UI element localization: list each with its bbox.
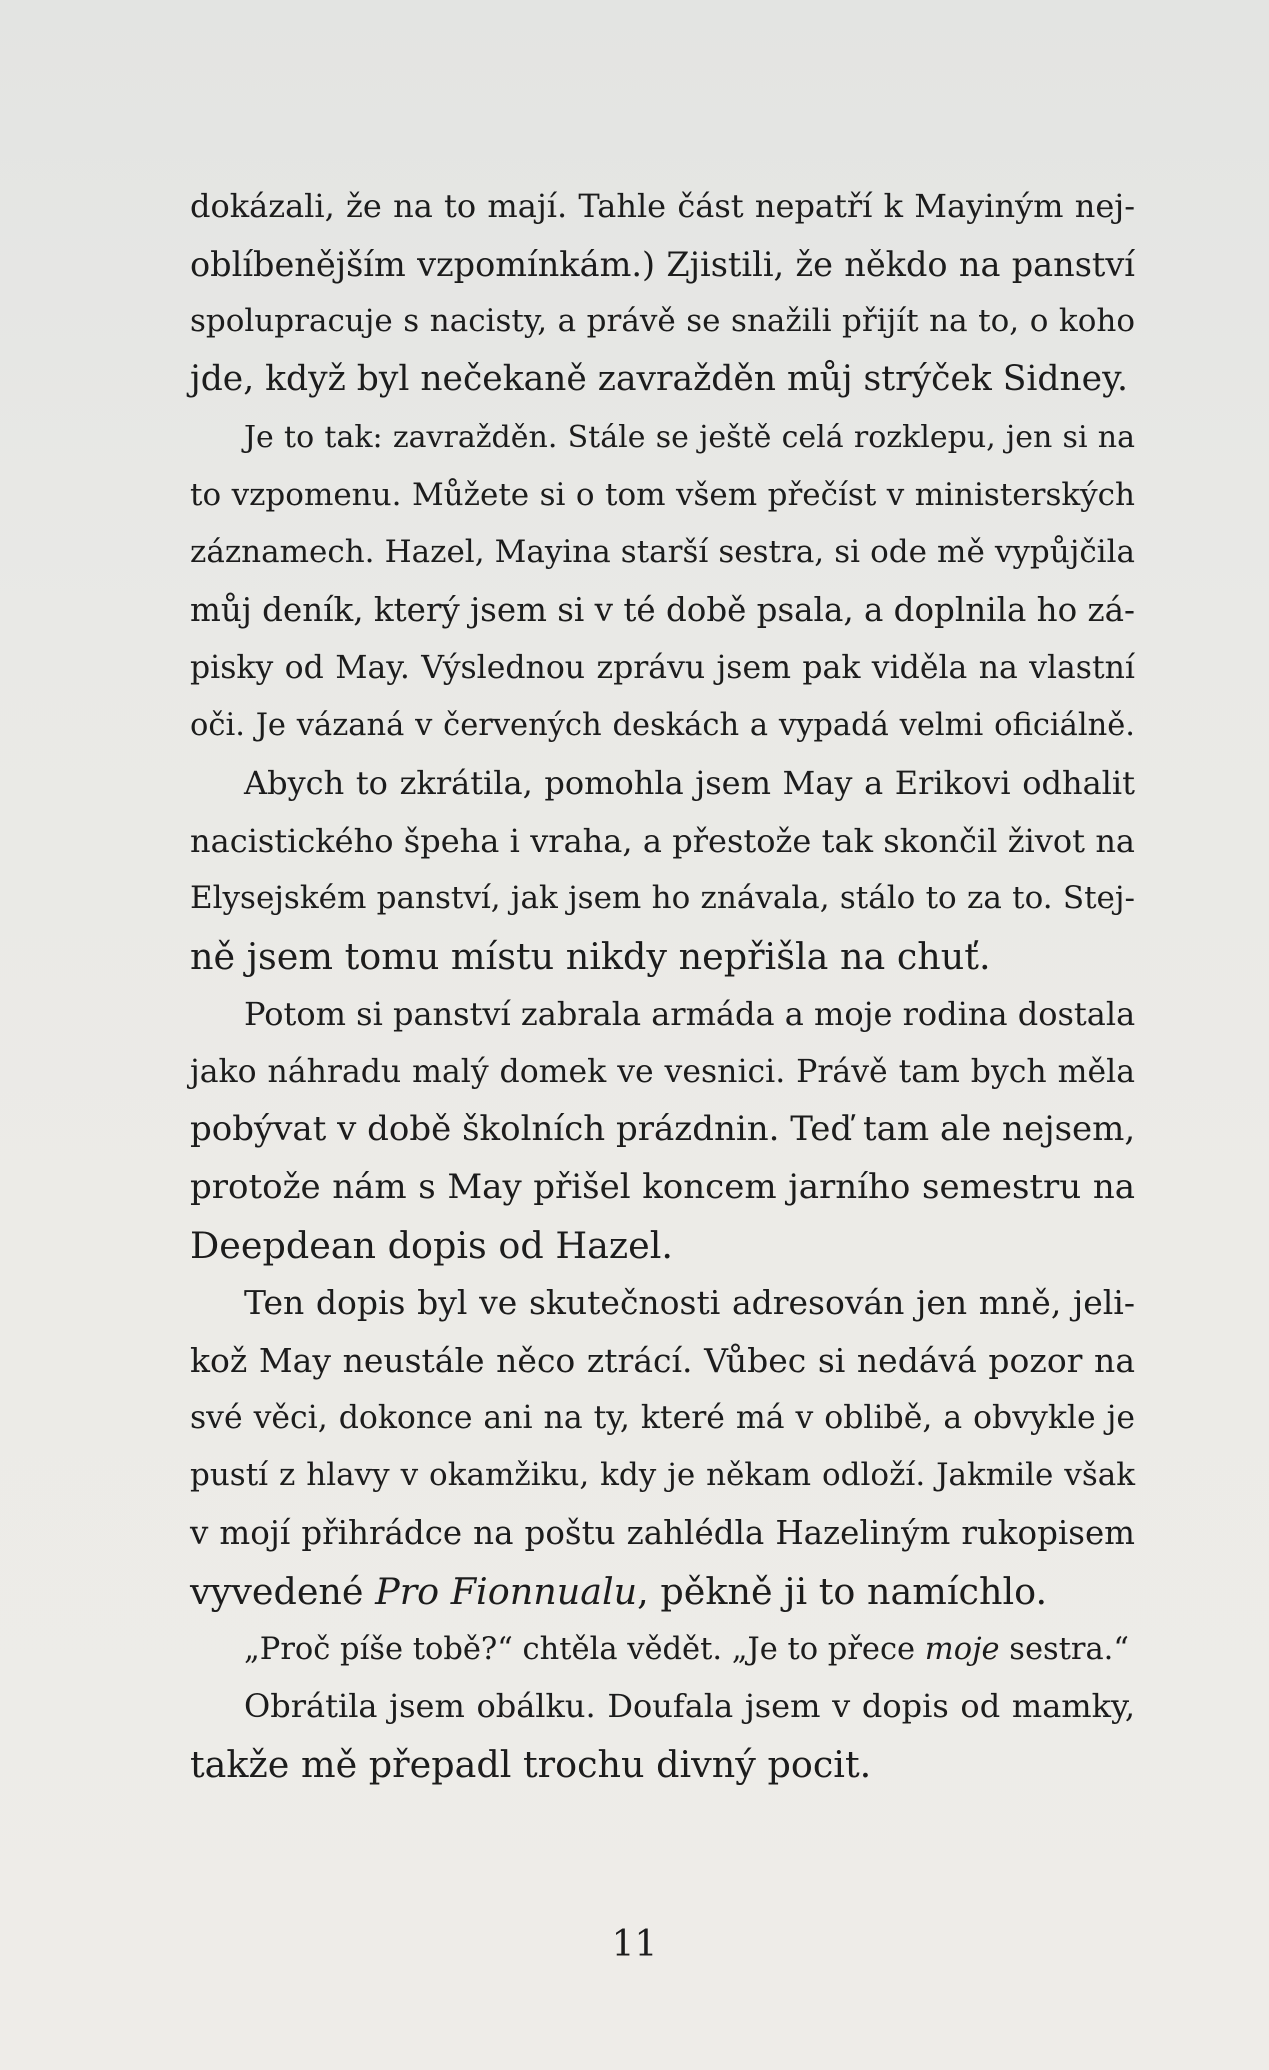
text-segment: sestra.“ [999, 1631, 1129, 1667]
italic-text: moje [924, 1631, 1000, 1667]
text-line: Deepdean dopis od Hazel. [190, 1223, 674, 1267]
text-line: pustí z hlavy v okamžiku, kdy je někam odloží. Jakmile však [190, 1457, 1135, 1494]
text-line: pobývat v době školních prázdnin. Teď tam ale nejsem, [190, 1109, 1136, 1150]
text-line [190, 1563, 1135, 1621]
text-segment: „Proč píše tobě?“ chtěla vědět. „Je to přece [244, 1631, 925, 1667]
italic-text: Pro Fionnualu [375, 1569, 638, 1613]
text-line: takže mě přepadl trochu divný pocit. [190, 1742, 872, 1786]
text-line: dokázali, že na to mají. Tahle část nepatří k Mayiným nej- [190, 187, 1135, 225]
text-line: jako náhradu malý domek ve vesnici. Právě tam bych měla [190, 1053, 1135, 1090]
text-segment: , pěkně ji to namíchlo. [637, 1569, 1048, 1613]
text-line: své věci, dokonce ani na ty, které má v oblibě, a obvykle je [190, 1399, 1135, 1436]
text-line: Ten dopis byl ve skutečnosti adresován jen mně, jeli- [244, 1283, 1135, 1323]
text-line: Obrátila jsem obálku. Doufala jsem v dopis od mamky, [244, 1687, 1135, 1726]
text-line: pisky od May. Výslednou zprávu jsem pak viděla na vlastní [190, 649, 1135, 686]
text-line: záznamech. Hazel, Mayina starší sestra, si ode mě vypůjčila [190, 534, 1135, 571]
body-text [190, 178, 1135, 1794]
text-line: to vzpomenu. Můžete si o tom všem přečíst v ministerských [190, 476, 1135, 513]
text-line: Elysejském panství, jak jsem ho znávala, stálo to za to. Stej- [190, 880, 1135, 917]
text-line: protože nám s May přišel koncem jarního semestru na [190, 1166, 1135, 1207]
text-line: oči. Je vázaná v červených deskách a vypadá velmi oficiálně. [190, 708, 1135, 744]
text-line: jde, když byl nečekaně zavražděn můj strýček Sidney. [190, 359, 1128, 400]
text-line: Abych to zkrátila, pomohla jsem May a Erikovi odhalit [244, 764, 1135, 803]
text-segment: vyvedené [190, 1569, 376, 1613]
text-line: nacistického špeha i vraha, a přestože tak skončil život na [190, 821, 1135, 860]
text-line: můj deník, který jsem si v té době psala, a doplnila ho zá- [190, 590, 1135, 629]
text-line [190, 1621, 1135, 1679]
page-number: 11 [611, 1924, 658, 1965]
text-line: ně jsem tomu místu nikdy nepřišla na chuť. [190, 935, 991, 979]
text-line: Je to tak: zavražděn. Stále se ještě celá rozklepu, jen si na [244, 419, 1135, 455]
text-line: oblíbenějším vzpomínkám.) Zjistili, že někdo na panství [190, 244, 1135, 284]
text-line: v mojí přihrádce na poštu zahlédla Hazeliným rukopisem [190, 1514, 1135, 1553]
text-line: spolupracuje s nacisty, a právě se snažili přijít na to, o koho [190, 303, 1135, 340]
text-line: Potom si panství zabrala armáda a moje rodina dostala [244, 994, 1136, 1033]
text-line: kož May neustále něco ztrácí. Vůbec si nedává pozor na [190, 1341, 1135, 1381]
